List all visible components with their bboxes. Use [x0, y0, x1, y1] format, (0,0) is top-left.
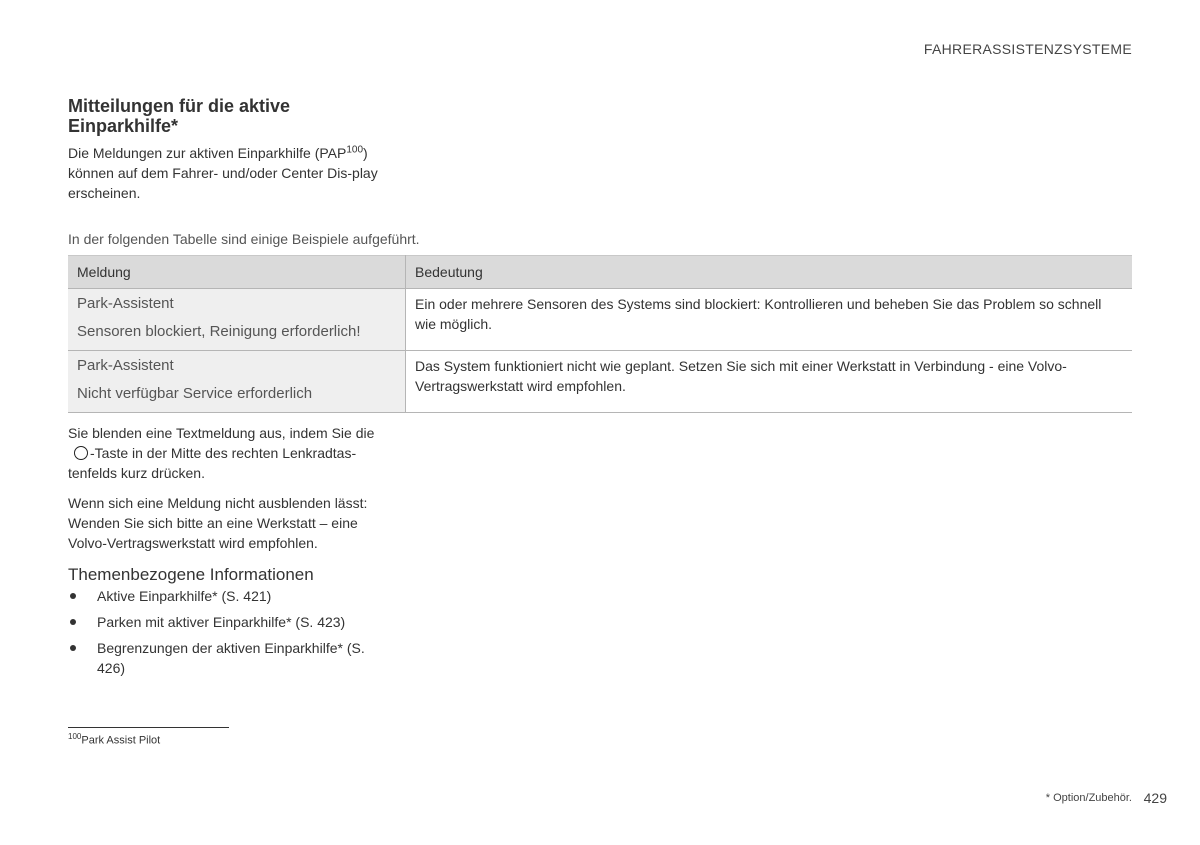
intro-paragraph: [68, 143, 398, 203]
message-detail: Sensoren blockiert, Reinigung erforderlich!: [77, 323, 361, 340]
section-header: FAHRERASSISTENZSYSTEME: [923, 41, 1132, 57]
persist-message-paragraph: Wenn sich eine Meldung nicht ausblenden lässt: Wenden Sie sich bitte an eine Werkstatt – eine Volvo-Vertragswerkstatt wird empfohlen.: [68, 495, 368, 551]
related-link-text[interactable]: Parken mit aktiver Einparkhilfe* (S. 423): [97, 614, 346, 630]
page-number: 429: [1143, 790, 1167, 806]
page-title: Mitteilungen für die aktive Einparkhilfe*: [68, 96, 291, 136]
footnote-divider: [68, 727, 229, 728]
related-link-text[interactable]: Begrenzungen der aktiven Einparkhilfe* (S. 426): [97, 640, 365, 676]
bullet-icon: [70, 619, 76, 625]
related-link[interactable]: [68, 612, 388, 632]
hide-text-start: Sie blenden eine Textmeldung aus, indem Sie die: [68, 425, 375, 441]
hide-message-paragraph: [68, 423, 398, 483]
message-cell: [68, 289, 406, 351]
bullet-icon: [70, 645, 76, 651]
footnote-reference[interactable]: 100: [346, 144, 364, 156]
hide-text-end: -Taste in der Mitte des rechten Lenkradtas-tenfelds kurz drücken.: [68, 445, 357, 481]
message-title: Park-Assistent: [77, 357, 174, 374]
meaning-cell: Das System funktioniert nicht wie geplant. Setzen Sie sich mit einer Werkstatt in Verbindung - eine Volvo-Vertragswerkstatt wird empfohlen.: [406, 351, 1133, 413]
table-header-row: [68, 256, 1132, 289]
related-info-list: [68, 586, 388, 684]
related-link[interactable]: [68, 586, 388, 606]
intro-text-end: ) können auf dem Fahrer- und/oder Center Dis-play erscheinen.: [68, 145, 378, 201]
message-cell: [68, 351, 406, 413]
bullet-icon: [70, 593, 76, 599]
table-row: [68, 289, 1132, 351]
table-row: [68, 351, 1132, 413]
footnote-number: 100: [68, 732, 82, 741]
column-header-meaning: Bedeutung: [406, 256, 1133, 289]
meaning-cell: Ein oder mehrere Sensoren des Systems sind blockiert: Kontrollieren und beheben Sie das Problem so schnell wie möglich.: [406, 289, 1133, 351]
table-intro-text: In der folgenden Tabelle sind einige Beispiele aufgeführt.: [68, 231, 420, 247]
option-note: * Option/Zubehör.: [1045, 792, 1132, 804]
related-link[interactable]: [68, 638, 388, 678]
column-header-message: Meldung: [68, 256, 406, 289]
intro-text-start: Die Meldungen zur aktiven Einparkhilfe (PAP: [68, 145, 347, 161]
steering-wheel-ok-button-icon: [74, 446, 88, 460]
message-title: Park-Assistent: [77, 295, 174, 312]
messages-table: [68, 255, 1132, 413]
footnote: [68, 732, 160, 747]
message-detail: Nicht verfügbar Service erforderlich: [77, 385, 313, 402]
related-link-text[interactable]: Aktive Einparkhilfe* (S. 421): [97, 588, 272, 604]
footnote-text: Park Assist Pilot: [81, 734, 161, 747]
related-info-heading: Themenbezogene Informationen: [68, 565, 314, 584]
